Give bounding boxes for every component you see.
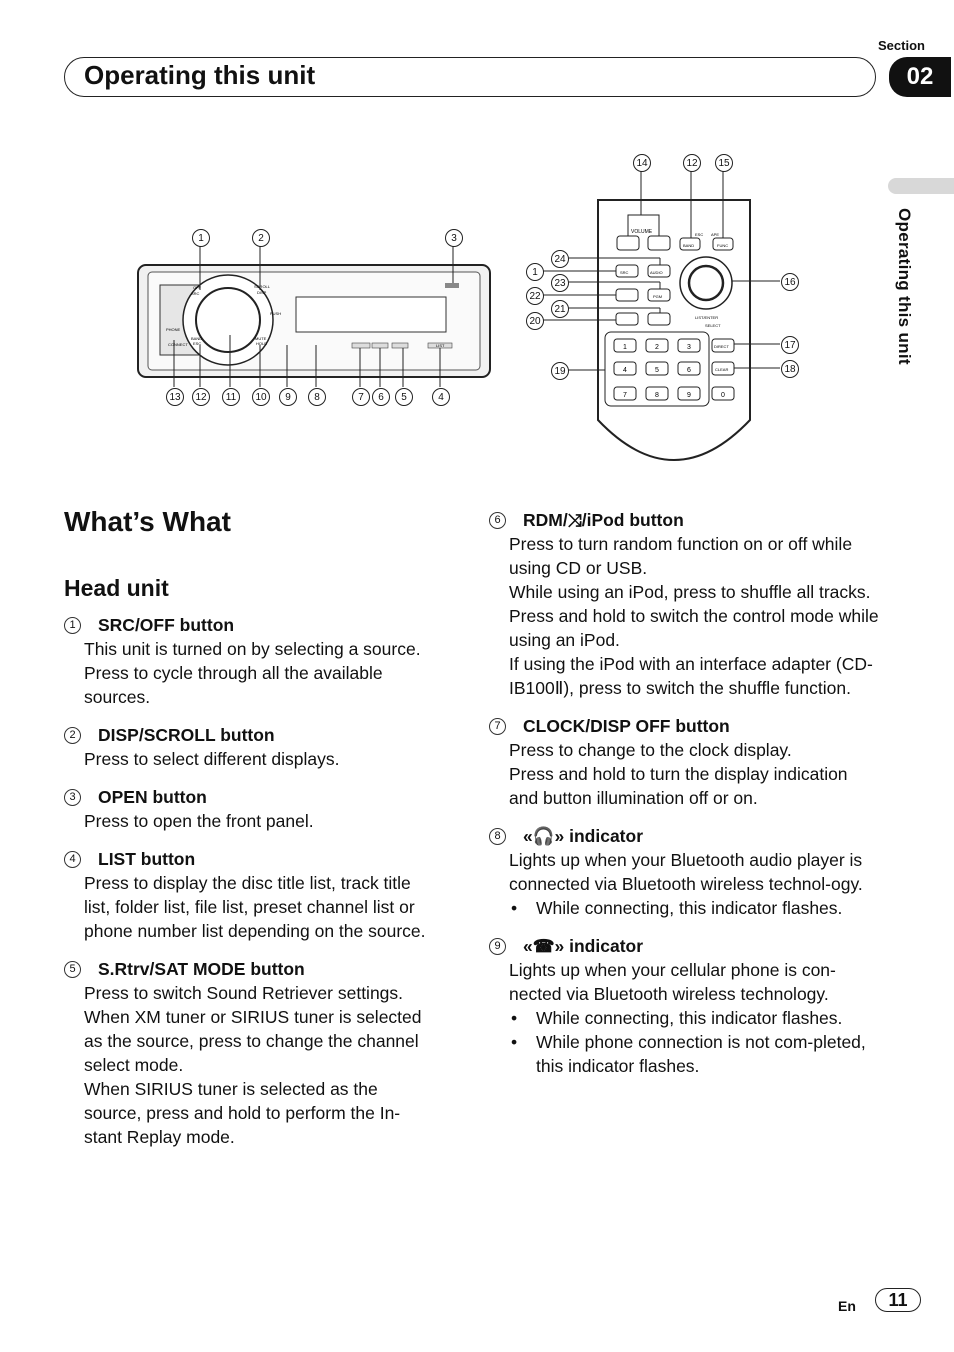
item-disp-scroll (64, 723, 436, 771)
item-text: Lights up when your Bluetooth audio player is connected via Bluetooth wireless technol-ogy. (509, 850, 863, 894)
svg-text:SCROLL: SCROLL (254, 284, 271, 289)
callout-1-remote: 1 (526, 263, 544, 281)
svg-text:ESC: ESC (695, 232, 704, 237)
svg-text:0: 0 (721, 392, 725, 399)
svg-text:5: 5 (655, 367, 659, 374)
item-title: RDM/⤨/iPod button (523, 510, 684, 530)
item-title: OPEN button (98, 787, 207, 807)
side-tab-marker (888, 178, 954, 194)
head-unit-drawing (138, 246, 490, 387)
svg-text:SELECT: SELECT (705, 323, 721, 328)
callout-23: 23 (551, 274, 569, 292)
callout-8: 8 (308, 388, 326, 406)
callout-7: 7 (352, 388, 370, 406)
callout-6: 6 (372, 388, 390, 406)
svg-text:PUSH: PUSH (270, 311, 282, 316)
item-text: Press to turn random function on or off while using CD or USB. (509, 534, 853, 578)
svg-text:BAND: BAND (191, 336, 203, 341)
svg-text:2: 2 (655, 344, 659, 351)
item-number: 6 (489, 512, 506, 529)
item-title: «☎» indicator (523, 936, 644, 956)
item-list (64, 847, 436, 943)
item-text: Press to switch Sound Retriever settings. (84, 983, 404, 1003)
svg-text:FUNC: FUNC (717, 243, 729, 248)
item-title: LIST button (98, 849, 196, 869)
remote-drawing (542, 170, 780, 460)
callout-11: 11 (222, 388, 240, 406)
item-number: 8 (489, 828, 506, 845)
bullet-item: • While phone connection is not com-pleted, this indicator flashes. (511, 1032, 866, 1076)
callout-3: 3 (445, 229, 463, 247)
svg-text:7: 7 (623, 392, 627, 399)
callout-18: 18 (781, 360, 799, 378)
item-title: «🎧» indicator (523, 826, 644, 846)
item-text: Press to display the disc title list, track title list, folder list, file list, preset channel list or phone number list depending on the source. (84, 873, 426, 941)
svg-text:APE: APE (711, 232, 720, 237)
item-number: 4 (64, 851, 81, 868)
product-illustration (120, 140, 780, 480)
item-number: 5 (64, 961, 81, 978)
svg-text:1: 1 (623, 344, 627, 351)
svg-text:CLEAR: CLEAR (715, 367, 729, 372)
svg-text:9: 9 (687, 392, 691, 399)
callout-19: 19 (551, 362, 569, 380)
svg-text:4: 4 (623, 367, 627, 374)
item-number: 3 (64, 789, 81, 806)
item-text: Press and hold to turn the display indication and button illumination off or on. (509, 764, 848, 808)
callout-2: 2 (252, 229, 270, 247)
page-title: Operating this unit (84, 60, 316, 90)
callout-17: 17 (781, 336, 799, 354)
item-text: This unit is turned on by selecting a source. Press to cycle through all the available sources. (84, 639, 421, 707)
item-title: S.Rtrv/SAT MODE button (98, 959, 305, 979)
svg-text:OFF: OFF (193, 285, 201, 290)
item-title: SRC/OFF button (98, 615, 235, 635)
item-phone-indicator (489, 934, 879, 1078)
svg-text:ESC: ESC (193, 341, 202, 346)
subsection-heading: Head unit (64, 575, 169, 601)
callout-9: 9 (279, 388, 297, 406)
svg-text:AUDIO: AUDIO (650, 270, 663, 275)
svg-text:DIRECT: DIRECT (714, 344, 729, 349)
svg-text:DISP: DISP (257, 290, 267, 295)
item-text: Press to select different displays. (84, 749, 340, 769)
item-audio-indicator (489, 824, 879, 920)
item-src-off (64, 613, 436, 709)
svg-text:8: 8 (655, 392, 659, 399)
callout-22: 22 (526, 287, 544, 305)
item-text: Press and hold to switch the control mode while using an iPod. (509, 606, 879, 650)
svg-text:3: 3 (687, 344, 691, 351)
svg-text:CONNECT: CONNECT (168, 342, 188, 347)
section-label: Section (878, 38, 925, 53)
bullet-item: • While connecting, this indicator flashes. (511, 1008, 843, 1028)
svg-text:SRC: SRC (191, 291, 200, 296)
item-text: Press to open the front panel. (84, 811, 314, 831)
svg-text:SRC: SRC (620, 270, 629, 275)
callout-21: 21 (551, 300, 569, 318)
callout-12: 12 (192, 388, 210, 406)
item-title: DISP/SCROLL button (98, 725, 275, 745)
callout-20: 20 (526, 312, 544, 330)
svg-text:MUTE: MUTE (255, 336, 267, 341)
item-text: While using an iPod, press to shuffle all tracks. (509, 582, 871, 602)
item-rdm-ipod (489, 508, 879, 700)
svg-text:BAND: BAND (683, 243, 695, 248)
callout-14: 14 (633, 154, 651, 172)
callout-4: 4 (432, 388, 450, 406)
svg-text:LIST/ENTER: LIST/ENTER (695, 315, 719, 320)
callout-15: 15 (715, 154, 733, 172)
item-text: When XM tuner or SIRIUS tuner is selected as the source, press to change the channel select mode. (84, 1007, 422, 1075)
callout-13: 13 (166, 388, 184, 406)
callout-16: 16 (781, 273, 799, 291)
bullet-item: • While connecting, this indicator flashes. (511, 898, 843, 918)
item-number: 2 (64, 727, 81, 744)
callout-10: 10 (252, 388, 270, 406)
item-text: When SIRIUS tuner is selected as the source, press and hold to perform the In-stant Replay mode. (84, 1079, 401, 1147)
svg-text:6: 6 (687, 367, 691, 374)
side-tab-label: Operating this unit (895, 208, 914, 365)
callout-5: 5 (395, 388, 413, 406)
svg-text:HOLD: HOLD (256, 341, 268, 346)
item-text: If using the iPod with an interface adapter (CD-IB100Ⅱ), press to switch the shuffle function. (509, 654, 873, 698)
page-number: 11 (875, 1288, 921, 1312)
callout-12-remote: 12 (683, 154, 701, 172)
item-title: CLOCK/DISP OFF button (523, 716, 730, 736)
language-label: En (838, 1298, 856, 1314)
callout-1: 1 (192, 229, 210, 247)
item-text: Lights up when your cellular phone is con-nected via Bluetooth wireless technology. (509, 960, 836, 1004)
item-number: 1 (64, 617, 81, 634)
item-clock-disp-off (489, 714, 879, 810)
left-column (64, 613, 436, 1163)
item-text: Press to change to the clock display. (509, 740, 792, 760)
item-open (64, 785, 436, 833)
svg-text:LIST: LIST (436, 343, 445, 348)
callout-24: 24 (551, 250, 569, 268)
item-number: 9 (489, 938, 506, 955)
svg-text:VOLUME: VOLUME (631, 229, 653, 235)
svg-text:PGM: PGM (653, 294, 663, 299)
item-srtrv-sat-mode (64, 957, 436, 1149)
svg-text:PHONE: PHONE (166, 327, 181, 332)
item-number: 7 (489, 718, 506, 735)
section-heading: What’s What (64, 506, 231, 537)
section-number: 02 (889, 57, 951, 97)
right-column (489, 508, 879, 1092)
